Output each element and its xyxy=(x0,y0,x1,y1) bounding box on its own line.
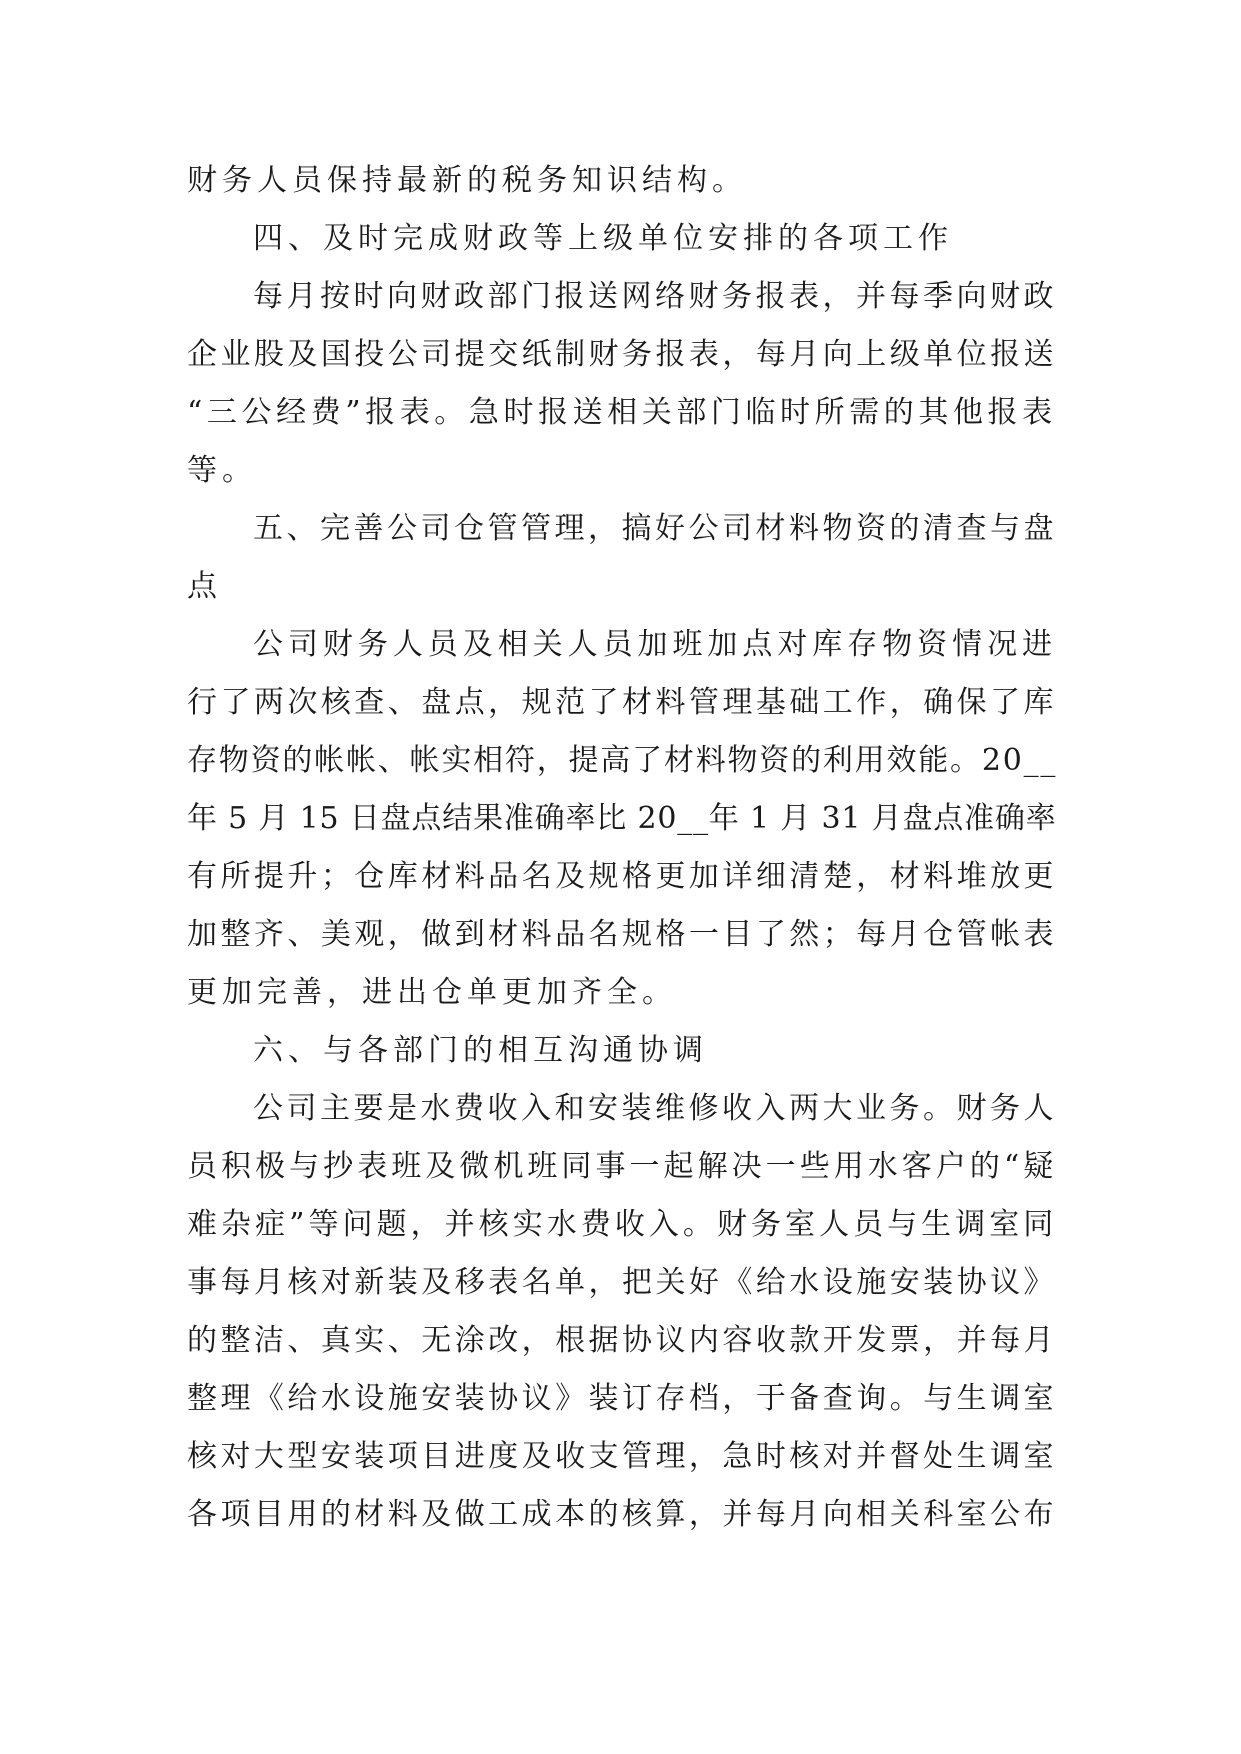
text-line: 各项目用的材料及做工成本的核算，并每月向相关科室公布 xyxy=(187,1497,1057,1532)
section-heading-4: 四、及时完成财政等上级单位安排的各项工作 xyxy=(253,221,953,256)
text-line: 的整洁、真实、无涂改，根据协议内容收款开发票，并每月 xyxy=(187,1323,1057,1358)
section-heading-6: 六、与各部门的相互沟通协调 xyxy=(253,1033,708,1068)
text-line: 等。 xyxy=(187,453,257,488)
text-line: 行了两次核查、盘点，规范了材料管理基础工作，确保了库 xyxy=(187,685,1057,720)
text-line: 员积极与抄表班及微机班同事一起解决一些用水客户的“疑 xyxy=(187,1149,1058,1184)
text-line: 存物资的帐帐、帐实相符，提高了材料物资的利用效能。20__ xyxy=(187,743,1058,778)
text-line: 加整齐、美观，做到材料品名规格一目了然；每月仓管帐表 xyxy=(187,917,1057,952)
text-line: 难杂症”等问题，并核实水费收入。财务室人员与生调室同 xyxy=(187,1207,1058,1242)
text-line: 公司主要是水费收入和安装维修收入两大业务。财务人 xyxy=(253,1091,1057,1126)
text-line: 整理《给水设施安装协议》装订存档，于备查询。与生调室 xyxy=(187,1381,1057,1416)
text-line: 有所提升；仓库材料品名及规格更加详细清楚，材料堆放更 xyxy=(187,859,1057,894)
document-body xyxy=(187,152,1057,1544)
text-line: 企业股及国投公司提交纸制财务报表，每月向上级单位报送 xyxy=(187,337,1057,372)
text-line: 年 5 月 15 日盘点结果准确率比 20__年 1 月 31 月盘点准确率 xyxy=(187,801,1057,836)
section-heading-5-continued: 点 xyxy=(187,569,222,604)
text-line: 财务人员保持最新的税务知识结构。 xyxy=(187,163,747,198)
section-heading-5: 五、完善公司仓管管理，搞好公司材料物资的清查与盘 xyxy=(253,511,1057,546)
text-line: 核对大型安装项目进度及收支管理，急时核对并督处生调室 xyxy=(187,1439,1057,1474)
text-line: 每月按时向财政部门报送网络财务报表，并每季向财政 xyxy=(253,279,1057,314)
text-line: 事每月核对新装及移表名单，把关好《给水设施安装协议》 xyxy=(187,1265,1057,1300)
text-line: 更加完善，进出仓单更加齐全。 xyxy=(187,975,677,1010)
text-line: 公司财务人员及相关人员加班加点对库存物资情况进 xyxy=(253,627,1057,662)
text-line: “三公经费”报表。急时报送相关部门临时所需的其他报表 xyxy=(187,395,1057,430)
